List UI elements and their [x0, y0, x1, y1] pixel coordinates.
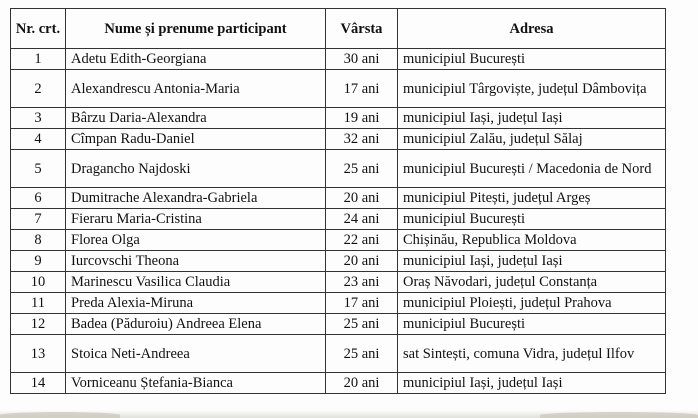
table-row — [11, 188, 666, 209]
participant-address: municipiul București / Macedonia de Nord — [398, 150, 666, 188]
table-row — [11, 49, 666, 70]
participant-age: 25 ani — [326, 314, 398, 335]
participant-address: municipiul Iași, județul Iași — [398, 108, 666, 129]
participant-address: municipiul Ploiești, județul Prahova — [398, 293, 666, 314]
participant-address: municipiul Zalău, județul Sălaj — [398, 129, 666, 150]
participant-age: 20 ani — [326, 373, 398, 394]
participant-name: Dumitrache Alexandra-Gabriela — [66, 188, 326, 209]
row-number: 5 — [11, 150, 66, 188]
participant-name: Florea Olga — [66, 230, 326, 251]
participant-name: Cîmpan Radu-Daniel — [66, 129, 326, 150]
page-edge-mark — [540, 412, 698, 418]
participant-age: 20 ani — [326, 251, 398, 272]
participant-name: Iurcovschi Theona — [66, 251, 326, 272]
participant-age: 17 ani — [326, 293, 398, 314]
participant-name: Dragancho Najdoski — [66, 150, 326, 188]
row-number: 2 — [11, 70, 66, 108]
participant-age: 19 ani — [326, 108, 398, 129]
table-row — [11, 373, 666, 394]
participant-age: 24 ani — [326, 209, 398, 230]
participant-age: 23 ani — [326, 272, 398, 293]
participant-name: Preda Alexia-Miruna — [66, 293, 326, 314]
table-row — [11, 293, 666, 314]
row-number: 14 — [11, 373, 66, 394]
participant-address: Chișinău, Republica Moldova — [398, 230, 666, 251]
participant-name: Fieraru Maria-Cristina — [66, 209, 326, 230]
row-number: 6 — [11, 188, 66, 209]
participant-age: 20 ani — [326, 188, 398, 209]
participant-name: Badea (Păduroiu) Andreea Elena — [66, 314, 326, 335]
participant-age: 25 ani — [326, 150, 398, 188]
header-name: Nume și prenume participant — [66, 9, 326, 49]
row-number: 4 — [11, 129, 66, 150]
participant-name: Marinescu Vasilica Claudia — [66, 272, 326, 293]
table-row — [11, 70, 666, 108]
participant-name: Bârzu Daria-Alexandra — [66, 108, 326, 129]
table-header-row — [11, 9, 666, 49]
row-number: 13 — [11, 335, 66, 373]
participant-age: 32 ani — [326, 129, 398, 150]
participant-address: municipiul București — [398, 49, 666, 70]
row-number: 3 — [11, 108, 66, 129]
participant-address: municipiul București — [398, 209, 666, 230]
row-number: 11 — [11, 293, 66, 314]
participant-address: municipiul Iași, județul Iași — [398, 373, 666, 394]
table-row — [11, 251, 666, 272]
table-row — [11, 150, 666, 188]
participant-address: municipiul București — [398, 314, 666, 335]
participant-age: 25 ani — [326, 335, 398, 373]
participant-name: Alexandrescu Antonia-Maria — [66, 70, 326, 108]
participant-name: Vorniceanu Ștefania-Bianca — [66, 373, 326, 394]
table-body — [11, 49, 666, 394]
participant-address: municipiul Târgoviște, județul Dâmbovița — [398, 70, 666, 108]
participant-name: Stoica Neti-Andreea — [66, 335, 326, 373]
row-number: 8 — [11, 230, 66, 251]
participant-address: municipiul Pitești, județul Argeș — [398, 188, 666, 209]
participant-address: sat Sintești, comuna Vidra, județul Ilfov — [398, 335, 666, 373]
header-age: Vârsta — [326, 9, 398, 49]
row-number: 7 — [11, 209, 66, 230]
header-address: Adresa — [398, 9, 666, 49]
table-row — [11, 108, 666, 129]
participants-table — [10, 8, 666, 394]
participant-name: Adetu Edith-Georgiana — [66, 49, 326, 70]
table-row — [11, 335, 666, 373]
header-nr: Nr. crt. — [11, 9, 66, 49]
row-number: 9 — [11, 251, 66, 272]
participant-age: 30 ani — [326, 49, 398, 70]
row-number: 12 — [11, 314, 66, 335]
table-row — [11, 129, 666, 150]
table-row — [11, 272, 666, 293]
table-row — [11, 209, 666, 230]
row-number: 1 — [11, 49, 66, 70]
page-edge-mark — [0, 412, 120, 418]
participant-address: Oraș Năvodari, județul Constanța — [398, 272, 666, 293]
participant-age: 22 ani — [326, 230, 398, 251]
row-number: 10 — [11, 272, 66, 293]
table-row — [11, 314, 666, 335]
participant-age: 17 ani — [326, 70, 398, 108]
table-row — [11, 230, 666, 251]
participant-address: municipiul Iași, județul Iași — [398, 251, 666, 272]
